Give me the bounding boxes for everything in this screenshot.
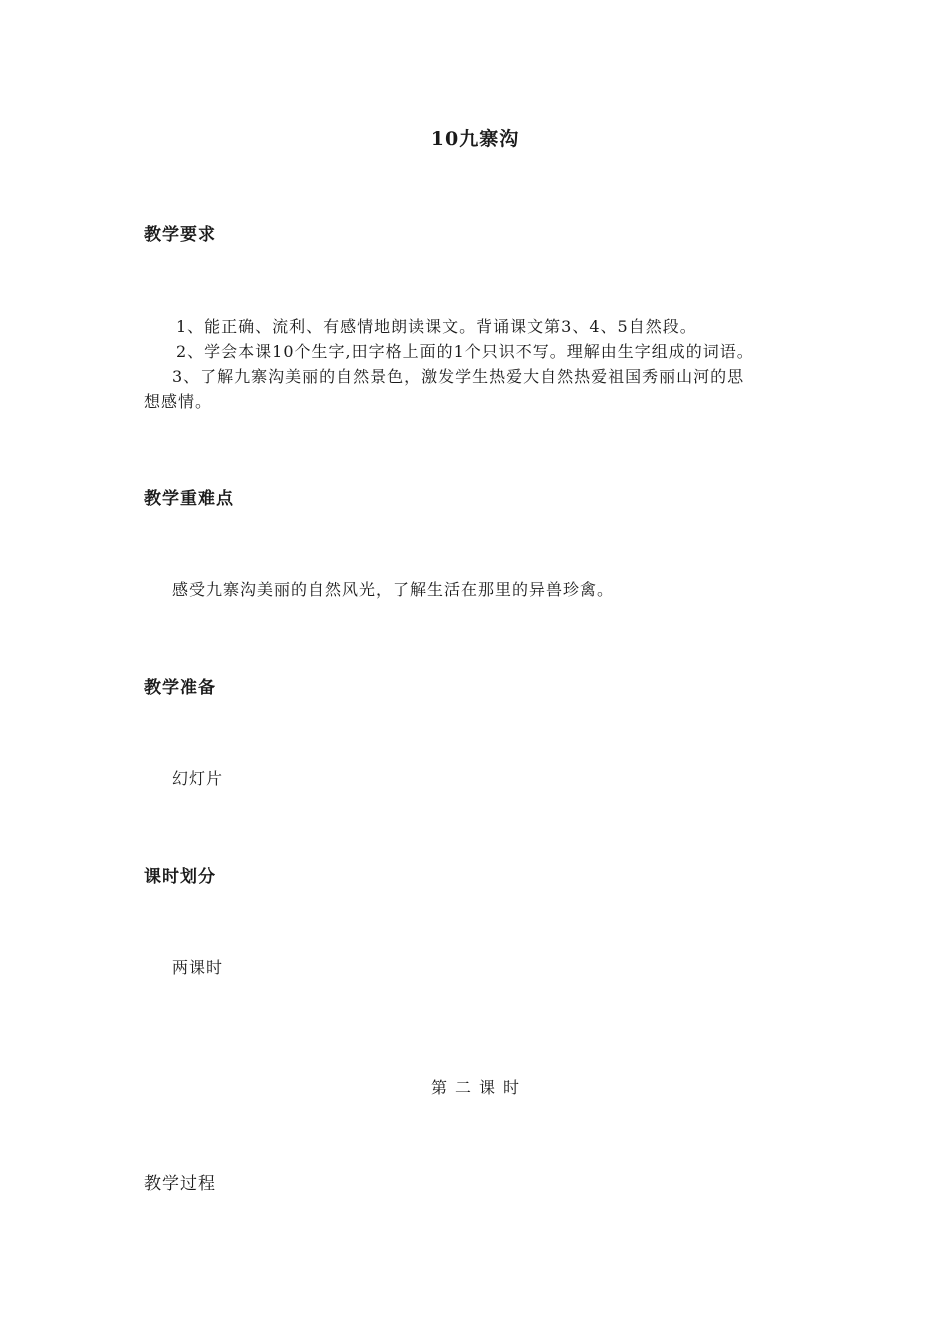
periods-text-block (144, 955, 814, 980)
periods-text: 两课时 (172, 958, 224, 977)
key-points-text-block (144, 577, 814, 602)
requirement-item-3-continued: 想感情。 (144, 392, 213, 411)
requirements-list (144, 314, 814, 414)
teaching-process-heading: 教学过程 (144, 1174, 216, 1194)
preparation-heading: 教学准备 (144, 678, 216, 698)
periods-heading: 课时划分 (144, 867, 216, 887)
key-points-text: 感受九寨沟美丽的自然风光，了解生活在那里的异兽珍禽。 (172, 580, 615, 599)
preparation-text-block (144, 766, 814, 791)
document-title: 10九寨沟 (430, 128, 520, 150)
requirement-item-1: 1、能正确、流利、有感情地朗读课文。背诵课文第3、4、5自然段。 (176, 317, 697, 336)
preparation-text: 幻灯片 (172, 769, 224, 788)
requirements-heading: 教学要求 (144, 225, 216, 245)
requirement-item-3: 3、了解九寨沟美丽的自然景色，激发学生热爱大自然热爱祖国秀丽山河的思 (172, 367, 745, 386)
requirement-item-2: 2、学会本课10个生字,田字格上面的1个只识不写。理解由生字组成的词语。 (176, 342, 754, 361)
second-period-title: 第二课时 (430, 1078, 527, 1097)
key-points-heading: 教学重难点 (144, 489, 234, 509)
